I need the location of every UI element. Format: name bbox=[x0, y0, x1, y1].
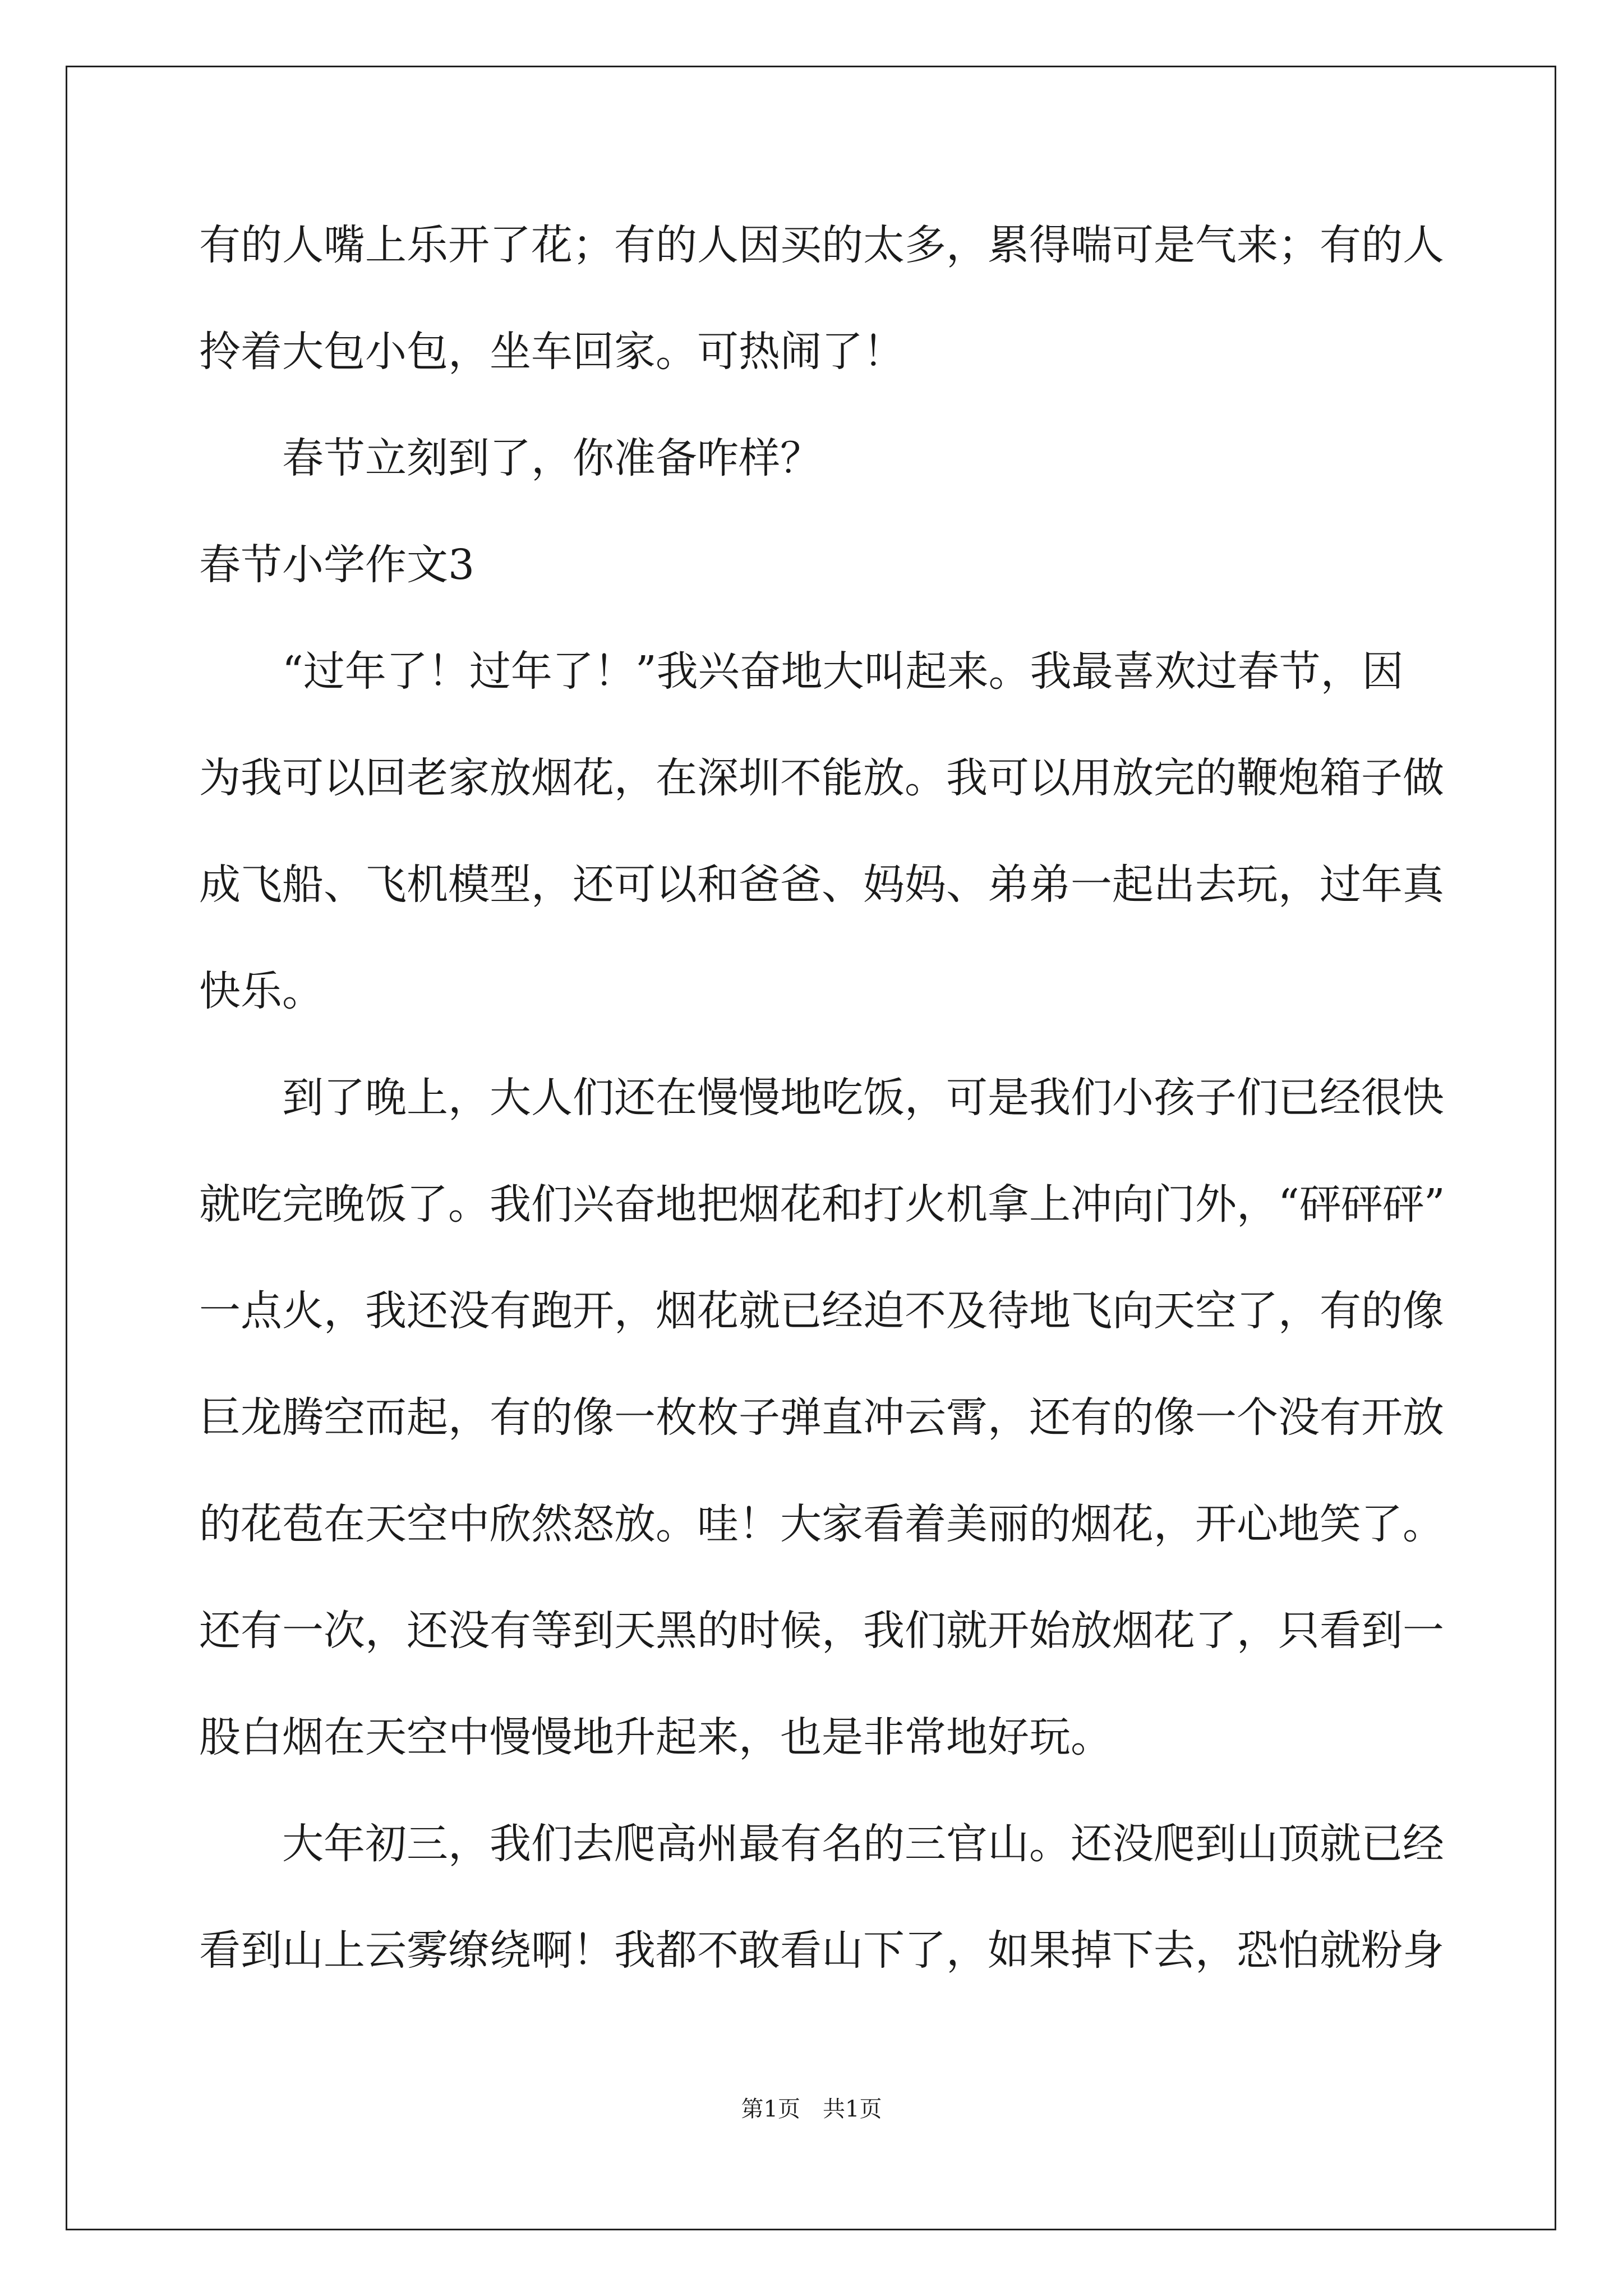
text-line: 有的人嘴上乐开了花；有的人因买的太多，累得喘可是气来；有的人 bbox=[199, 221, 1444, 269]
text-line: 股白烟在天空中慢慢地升起来，也是非常地好玩。 bbox=[199, 1713, 1112, 1761]
text-line: 一点火，我还没有跑开，烟花就已经迫不及待地飞向天空了，有的像 bbox=[199, 1287, 1444, 1335]
page-border bbox=[66, 66, 1556, 2230]
text-line: 的花苞在天空中欣然怒放。哇！大家看着美丽的烟花，开心地笑了。 bbox=[199, 1500, 1444, 1548]
text-line: 拎着大包小包，坐车回家。可热闹了！ bbox=[199, 328, 905, 376]
text-line: 成飞船、飞机模型，还可以和爸爸、妈妈、弟弟一起出去玩，过年真 bbox=[199, 861, 1444, 909]
text-line: 就吃完晚饭了。我们兴奋地把烟花和打火机拿上冲向门外，“砰砰砰” bbox=[199, 1180, 1445, 1228]
text-line: 快乐。 bbox=[199, 967, 324, 1015]
text-line: 还有一次，还没有等到天黑的时候，我们就开始放烟花了，只看到一 bbox=[199, 1607, 1444, 1655]
text-line: “过年了！过年了！”我兴奋地大叫起来。我最喜欢过春节，因 bbox=[282, 647, 1404, 696]
text-line: 巨龙腾空而起，有的像一枚枚子弹直冲云霄，还有的像一个没有开放 bbox=[199, 1393, 1444, 1442]
text-line: 为我可以回老家放烟花，在深圳不能放。我可以用放完的鞭炮箱子做 bbox=[199, 754, 1444, 802]
page-number-footer: 第1页 共1页 bbox=[741, 2096, 882, 2122]
text-line: 看到山上云雾缭绕啊！我都不敢看山下了，如果掉下去，恐怕就粉身 bbox=[199, 1926, 1444, 1975]
section-heading: 春节小学作文3 bbox=[199, 541, 475, 589]
text-line: 大年初三，我们去爬高州最有名的三官山。还没爬到山顶就已经 bbox=[282, 1820, 1444, 1868]
text-line: 春节立刻到了，你准备咋样？ bbox=[282, 434, 822, 482]
text-line: 到了晚上，大人们还在慢慢地吃饭，可是我们小孩子们已经很快 bbox=[282, 1074, 1444, 1122]
